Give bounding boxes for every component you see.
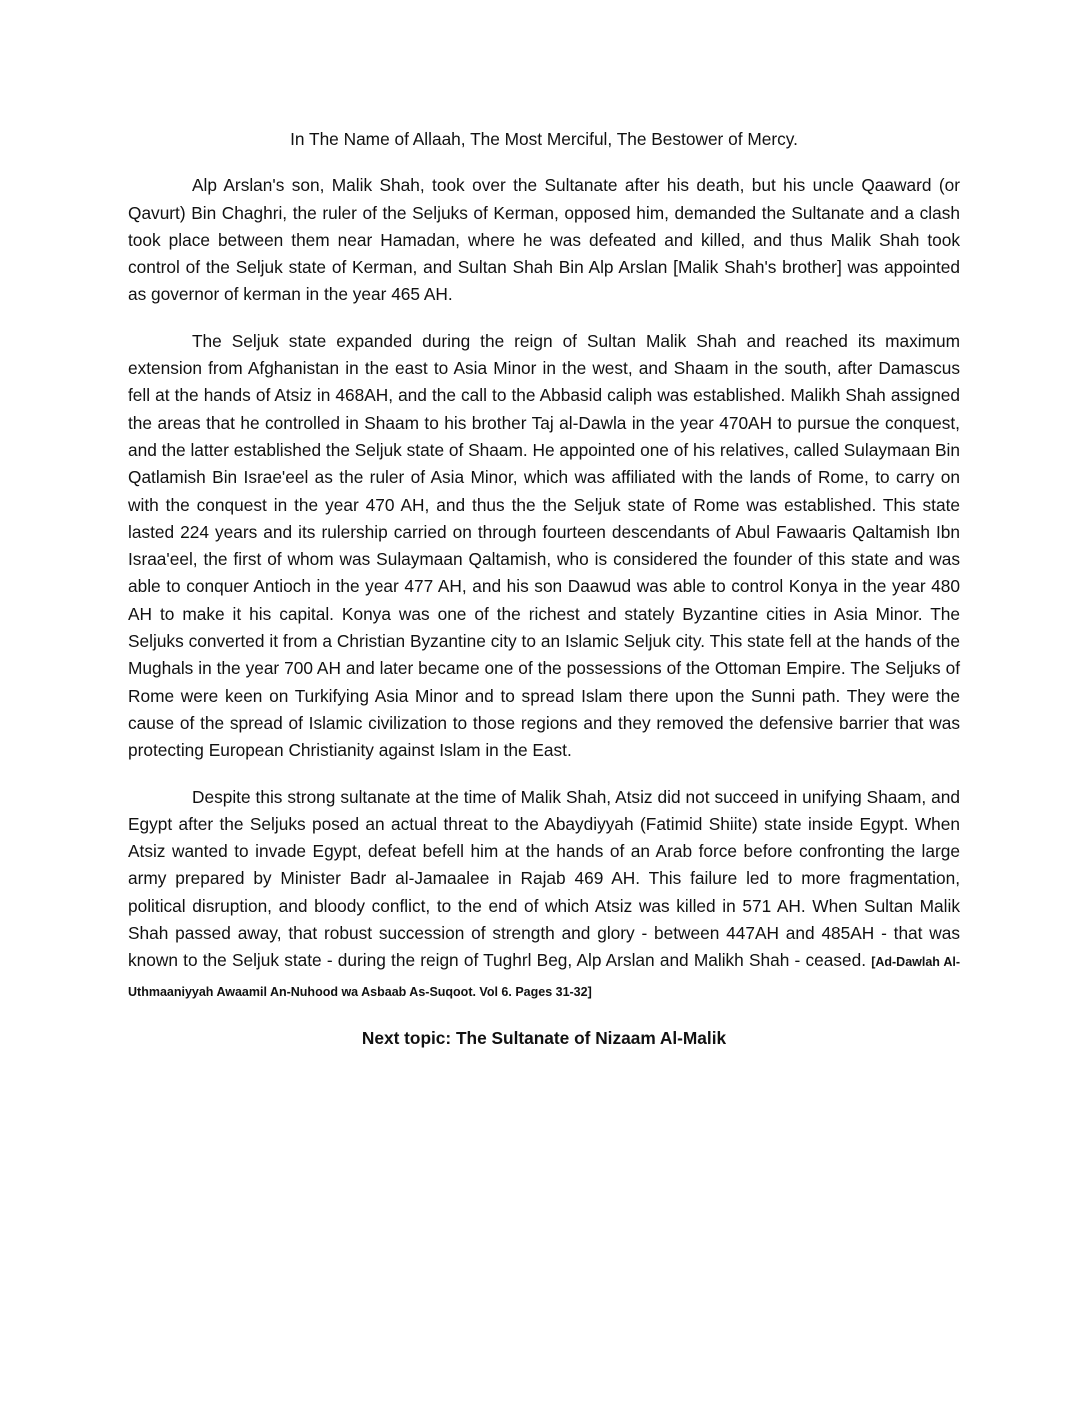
paragraph-atsiz-egypt — [128, 784, 960, 1006]
document-page — [128, 126, 960, 1070]
bismillah-heading: In The Name of Allaah, The Most Merciful, The Bestower of Mercy. — [290, 129, 798, 149]
source-citation: [Ad-Dawlah Al-Uthmaaniyyah Awaamil An-Nuhood wa Asbaab As-Suqoot. Vol 6. Pages 31-32] — [128, 955, 960, 999]
paragraph-malik-shah-succession: Alp Arslan's son, Malik Shah, took over the Sultanate after his death, but his uncle Qaaward (or Qavurt) Bin Chaghri, the ruler of the Seljuks of Kerman, opposed him, demanded the Sultanate and a clash took place between them near Hamadan, where he was defeated and killed, and thus Malik Shah took control of the Seljuk state of Kerman, and Sultan Shah Bin Alp Arslan [Malik Shah's brother] was appointed as governor of kerman in the year 465 AH. — [128, 175, 960, 305]
next-topic-link[interactable]: Next topic: The Sultanate of Nizaam Al-Malik — [361, 1027, 727, 1048]
paragraph-seljuk-expansion: The Seljuk state expanded during the reign of Sultan Malik Shah and reached its maximum extension from Afghanistan in the east to Asia Minor in the west, and Shaam in the south, after Damascus fell at the hands of Atsiz in 468AH, and the call to the Abbasid caliph was established. Malikh Shah assigned the areas that he controlled in Shaam to his brother Taj al-Dawla in the year 470AH to pursue the conquest, and the latter established the Seljuk state of Shaam. He appointed one of his relatives, called Sulaymaan Bin Qatlamish Bin Israe'eel as the ruler of Asia Minor, which was affiliated with the lands of Rome, to carry on with the conquest in the year 470 AH, and thus the the Seljuk state of Rome was established. This state lasted 224 years and its rulership carried on through fourteen descendants of Abul Fawaaris Qaltamish Ibn Israa'eel, the first of whom was Sulaymaan Qaltamish, who is considered the founder of this state and was able to conquer Antioch in the year 477 AH, and his son Daawud was able to control Konya in the year 480 AH to make it his capital. Konya was one of the richest and stately Byzantine cities in Asia Minor. The Seljuks converted it from a Christian Byzantine city to an Islamic Seljuk city. This state fell at the hands of the Mughals in the year 700 AH and later became one of the possessions of the Ottoman Empire. The Seljuks of Rome were keen on Turkifying Asia Minor and to spread Islam there upon the Sunni path. They were the cause of the spread of Islamic civilization to those regions and they removed the defensive barrier that was protecting European Christianity against Islam in the East. — [128, 330, 960, 761]
paragraph-atsiz-egypt-text: Despite this strong sultanate at the time of Malik Shah, Atsiz did not succeed in unifying Shaam, and Egypt after the Seljuks posed an actual threat to the Abaydiyyah (Fatimid Shiite) state inside Egypt. When Atsiz wanted to invade Egypt, defeat befell him at the hands of an Arab force before confronting the large army prepared by Minister Badr al-Jamaalee in Rajab 469 AH. This failure led to more fragmentation, political disruption, and bloody conflict, to the end of which Atsiz was killed in 571 AH. When Sultan Malik Shah passed away, that robust succession of strength and glory - between 447AH and 485AH - that was known to the Seljuk state - during the reign of Tughrl Beg, Alp Arslan and Malikh Shah - ceased. — [128, 786, 960, 971]
